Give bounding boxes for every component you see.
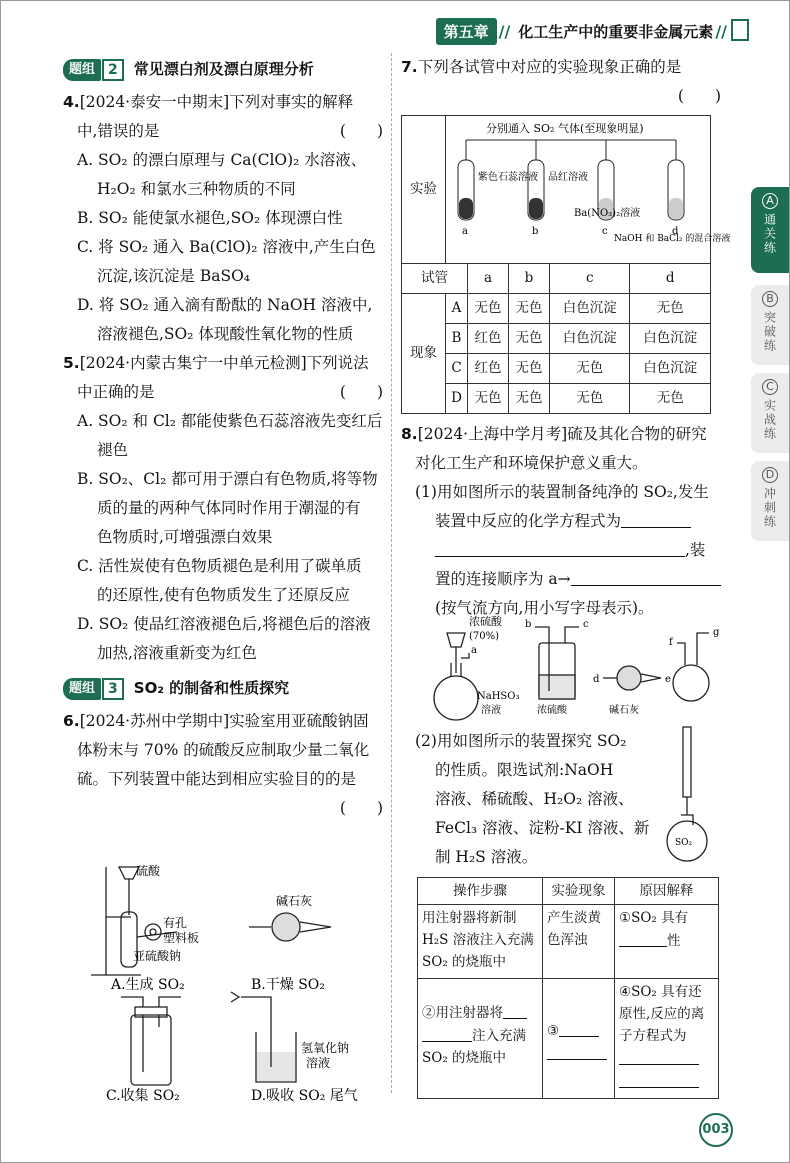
label-lime: 碱石灰 (609, 705, 639, 716)
table-cell: 白色沉淀 (549, 294, 630, 324)
part-1: (按气流方向,用小写字母表示)。 (435, 599, 654, 617)
option-b: B. SO₂、Cl₂ 都可用于漂白有色物质,将等物 (77, 470, 378, 488)
port-a: a (471, 645, 477, 656)
label-sol: 溶液 (481, 705, 501, 716)
tab-letter: C (762, 379, 778, 395)
tube-label: Ba(NO₃)₂溶液 (574, 208, 641, 219)
q-stem: 中,错误的是 (77, 122, 160, 140)
chapter-header: 第五章 // 化工生产中的重要非金属元素 // (436, 17, 729, 45)
table-row (418, 878, 719, 905)
option-b-cont: 色物质时,可增强漂白效果 (97, 528, 273, 546)
row-header: 实验 (402, 116, 446, 264)
option-d: D. 将 SO₂ 通入滴有酚酞的 NaOH 溶液中, (77, 296, 373, 314)
label-plate: 塑料板 (163, 931, 200, 945)
table-cell (418, 979, 543, 1099)
tab-tongguan[interactable] (751, 187, 789, 273)
tube-label: 紫色石蕊溶液 (478, 172, 538, 183)
tube-b (528, 160, 544, 220)
option-c-cont: 沉淀,该沉淀是 BaSO₄ (97, 267, 251, 285)
table-cell: 红色 (468, 324, 509, 354)
table-row (402, 264, 711, 294)
question-5 (63, 349, 383, 668)
part-1: 装置中反应的化学方程式为 (435, 512, 622, 530)
option-b: B. SO₂ 能使氯水褪色,SO₂ 体现漂白性 (77, 209, 343, 227)
table-cell: 无色 (630, 384, 711, 414)
q-stem: 体粉末与 70% 的硫酸反应制取少量二氧化 (77, 741, 370, 759)
caption-b: B.干燥 SO₂ (251, 977, 325, 993)
caption-c: C.收集 SO₂ (106, 1088, 180, 1104)
table-cell: 白色沉淀 (549, 324, 630, 354)
q-stem: 对化工生产和环境保护意义重大。 (415, 454, 648, 472)
part-1: (1)用如图所示的装置制备纯净的 SO₂,发生 (415, 483, 709, 501)
label-naoh: 溶液 (306, 1056, 331, 1070)
option-d-cont: 溶液褪色,SO₂ 体现酸性氧化物的性质 (97, 325, 354, 343)
col-header: c (549, 264, 630, 294)
tab-letter: D (762, 467, 778, 483)
answer-blank[interactable]: ( ) (339, 383, 383, 401)
row-header: 现象 (402, 294, 446, 414)
cell-text: 注入充满 (472, 1028, 526, 1044)
tube-letter: d (672, 226, 679, 237)
table-cell: 产生淡黄色浑浊 (543, 905, 615, 979)
q-stem: [2024·苏州中学期中]实验室用亚硫酸钠固 (79, 712, 369, 730)
tab-label: 实战练 (762, 399, 777, 441)
question-4 (63, 88, 383, 349)
answer-blank[interactable] (422, 1024, 472, 1042)
label-naoh: 氢氧化钠 (301, 1041, 350, 1055)
q-number: 5. (63, 354, 80, 372)
caption-a: A.生成 SO₂ (111, 977, 185, 993)
q-number: 6. (63, 712, 80, 730)
question-6 (63, 707, 383, 823)
answer-blank[interactable] (619, 1047, 699, 1065)
answer-blank[interactable] (619, 929, 667, 947)
cell-text: 性 (667, 933, 681, 949)
collect-flask (673, 633, 709, 701)
table-cell: 无色 (549, 384, 630, 414)
table-cell (543, 979, 615, 1099)
answer-blank[interactable] (503, 1001, 527, 1019)
table-cell (615, 979, 719, 1099)
part-2: 溶液、稀硫酸、H₂O₂ 溶液、 (435, 790, 634, 808)
cell-text: SO₂ 的烧瓶中 (422, 1050, 507, 1066)
tab-tupo[interactable] (751, 285, 789, 365)
tab-letter: A (762, 193, 778, 209)
option-a-cont: H₂O₂ 和氯水三种物质的不同 (97, 180, 296, 198)
part-2: 制 H₂S 溶液。 (435, 848, 538, 866)
table-cell: 白色沉淀 (630, 324, 711, 354)
table-row (418, 979, 719, 1099)
col-header: d (630, 264, 711, 294)
group-title: SO₂ 的制备和性质探究 (133, 679, 290, 697)
right-column (401, 53, 731, 623)
q-stem: [2024·上海中学月考]硫及其化合物的研究 (417, 425, 707, 443)
option-c-cont: 的还原性,使有色物质发生了还原反应 (97, 586, 350, 604)
label-salt: 亚硫酸钠 (133, 949, 182, 963)
label-so2: SO₂ (675, 838, 693, 848)
col-header: 实验现象 (543, 878, 615, 905)
port-e: e (665, 674, 671, 685)
table-row (418, 905, 719, 979)
port-f: f (669, 637, 673, 648)
part-1: 置的连接顺序为 a→ (435, 570, 571, 588)
answer-blank[interactable] (559, 1019, 599, 1037)
table-cell: 无色 (508, 354, 549, 384)
label-acid: 硫酸 (136, 864, 161, 878)
label-lime: 碱石灰 (276, 894, 313, 908)
tab-label: 冲刺练 (762, 487, 777, 529)
table-cell: 用注射器将新制 H₂S 溶液注入充满 SO₂ 的烧瓶中 (418, 905, 543, 979)
tab-label: 通关练 (762, 213, 777, 255)
q-number: 4. (63, 93, 80, 111)
label-nahso3: NaHSO₃ (477, 691, 520, 702)
answer-blank[interactable] (621, 510, 691, 528)
table-cell: 无色 (468, 384, 509, 414)
caption-d: D.吸收 SO₂ 尾气 (251, 1088, 358, 1104)
left-column (63, 53, 383, 823)
tube-a (458, 160, 474, 220)
port-d: d (593, 674, 600, 685)
answer-blank[interactable]: ( ) (339, 799, 383, 817)
row-header: 试管 (402, 264, 468, 294)
option-c: C. 活性炭使有色物质褪色是利用了碳单质 (77, 557, 362, 575)
label-pct: (70%) (469, 631, 500, 642)
table-cell: D (446, 384, 468, 414)
table-cell: 无色 (508, 324, 549, 354)
option-a-cont: 褪色 (97, 441, 129, 459)
col-header: b (508, 264, 549, 294)
apparatus-c (121, 997, 181, 1085)
table-cell: B (446, 324, 468, 354)
tube-label: NaOH 和 BaCl₂ 的混合溶液 (614, 234, 731, 244)
page-number: 003 (699, 1113, 733, 1147)
label-acid: 浓硫酸 (469, 615, 502, 628)
part-2: (2)用如图所示的装置探究 SO₂ (415, 732, 627, 750)
part-2: FeCl₃ 溶液、淀粉-KI 溶液、新 (435, 819, 650, 837)
q-number: 7. (401, 58, 418, 76)
table-cell: C (446, 354, 468, 384)
port-g: g (713, 627, 720, 638)
apparatus-d (231, 992, 296, 1082)
q-number: 8. (401, 425, 418, 443)
tube-letter: a (462, 226, 468, 237)
table-cell: 红色 (468, 354, 509, 384)
option-a: A. SO₂ 的漂白原理与 Ca(ClO)₂ 水溶液、 (77, 151, 367, 169)
cell-text: ①SO₂ 具有 (619, 910, 689, 926)
q-stem: 硫。下列装置中能达到相应实验目的的是 (77, 770, 357, 788)
group-number: 3 (102, 678, 124, 700)
tab-shizhan[interactable] (751, 373, 789, 453)
table-cell: 无色 (508, 294, 549, 324)
table-cell: 无色 (630, 294, 711, 324)
tube-letter: c (602, 226, 608, 237)
table-cell: A (446, 294, 468, 324)
table-row (402, 324, 711, 354)
answer-blank[interactable] (619, 1070, 699, 1088)
answer-blank[interactable] (547, 1042, 607, 1060)
column-divider (391, 53, 392, 1093)
so2-flask-figure (663, 725, 713, 865)
col-header: 操作步骤 (418, 878, 543, 905)
table-cell (615, 905, 719, 979)
table-row (402, 116, 711, 264)
answer-blank[interactable]: ( ) (677, 87, 721, 105)
label-plate: 有孔 (163, 916, 188, 930)
table-cell: 无色 (468, 294, 509, 324)
tubes-figure (446, 116, 731, 252)
table-row (402, 294, 711, 324)
q8-table (417, 877, 719, 1099)
option-b-cont: 质的量的两种气体同时作用于潮湿的有 (97, 499, 361, 517)
tube-letter: b (532, 226, 539, 237)
table-row (402, 384, 711, 414)
port-c: c (583, 619, 589, 630)
option-d: D. SO₂ 使品红溶液褪色后,将褪色后的溶液 (77, 615, 371, 633)
part-2: 的性质。限选试剂:NaOH (435, 761, 614, 779)
cell-text: ④SO₂ 具有还原性,反应的离子方程式为 (619, 984, 705, 1044)
wash-bottle (535, 627, 579, 699)
option-c: C. 将 SO₂ 通入 Ba(ClO)₂ 溶液中,产生白色 (77, 238, 376, 256)
col-header: 原因解释 (615, 878, 719, 905)
port-b: b (525, 619, 532, 630)
label-conc: 浓硫酸 (537, 705, 567, 716)
question-7 (401, 53, 731, 414)
q6-apparatus-figure (81, 857, 381, 1107)
tube-figure-cell (446, 116, 731, 264)
q8-apparatus-figure (421, 613, 731, 723)
table-row (402, 354, 711, 384)
part-1: ,装 (685, 541, 706, 559)
answer-blank[interactable] (571, 568, 721, 586)
group2-heading (63, 55, 314, 84)
option-d-cont: 加热,溶液重新变为红色 (97, 644, 257, 662)
q8-part2 (401, 727, 651, 872)
q-stem: 中正确的是 (77, 383, 155, 401)
chapter-badge: 第五章 (436, 18, 497, 45)
group-badge: 题组 (63, 59, 101, 81)
table-cell: 白色沉淀 (630, 354, 711, 384)
tab-label: 突破练 (762, 311, 777, 353)
question-8 (401, 420, 721, 623)
tab-chongci[interactable] (751, 461, 789, 541)
answer-blank[interactable]: ( ) (339, 122, 383, 140)
answer-blank[interactable] (435, 539, 685, 557)
group-badge: 题组 (63, 678, 101, 700)
tube-label: 品红溶液 (548, 172, 588, 183)
table-cell: 无色 (508, 384, 549, 414)
cell-text: ③ (547, 1023, 560, 1039)
apparatus-b (249, 913, 331, 941)
q7-table (401, 115, 731, 414)
option-a: A. SO₂ 和 Cl₂ 都能使紫色石蕊溶液先变红后 (77, 412, 383, 430)
chapter-title: 化工生产中的重要非金属元素 (518, 22, 714, 41)
q-stem: [2024·泰安一中期末]下列对事实的解释 (79, 93, 354, 111)
tab-letter: B (762, 291, 778, 307)
q-stem: 下列各试管中对应的实验现象正确的是 (417, 58, 682, 76)
fig-title: 分别通入 SO₂ 气体(至现象明显) (486, 122, 644, 135)
group-number: 2 (102, 59, 124, 81)
col-header: a (468, 264, 509, 294)
cell-text: ②用注射器将 (422, 1005, 503, 1021)
tube-d (668, 160, 684, 220)
group3-heading (63, 674, 289, 703)
q-stem: [2024·内蒙古集宁一中单元检测]下列说法 (79, 354, 369, 372)
drying-tube (603, 666, 661, 690)
group-title: 常见漂白剂及漂白原理分析 (133, 60, 314, 78)
table-cell: 无色 (549, 354, 630, 384)
edit-icon (731, 19, 749, 41)
